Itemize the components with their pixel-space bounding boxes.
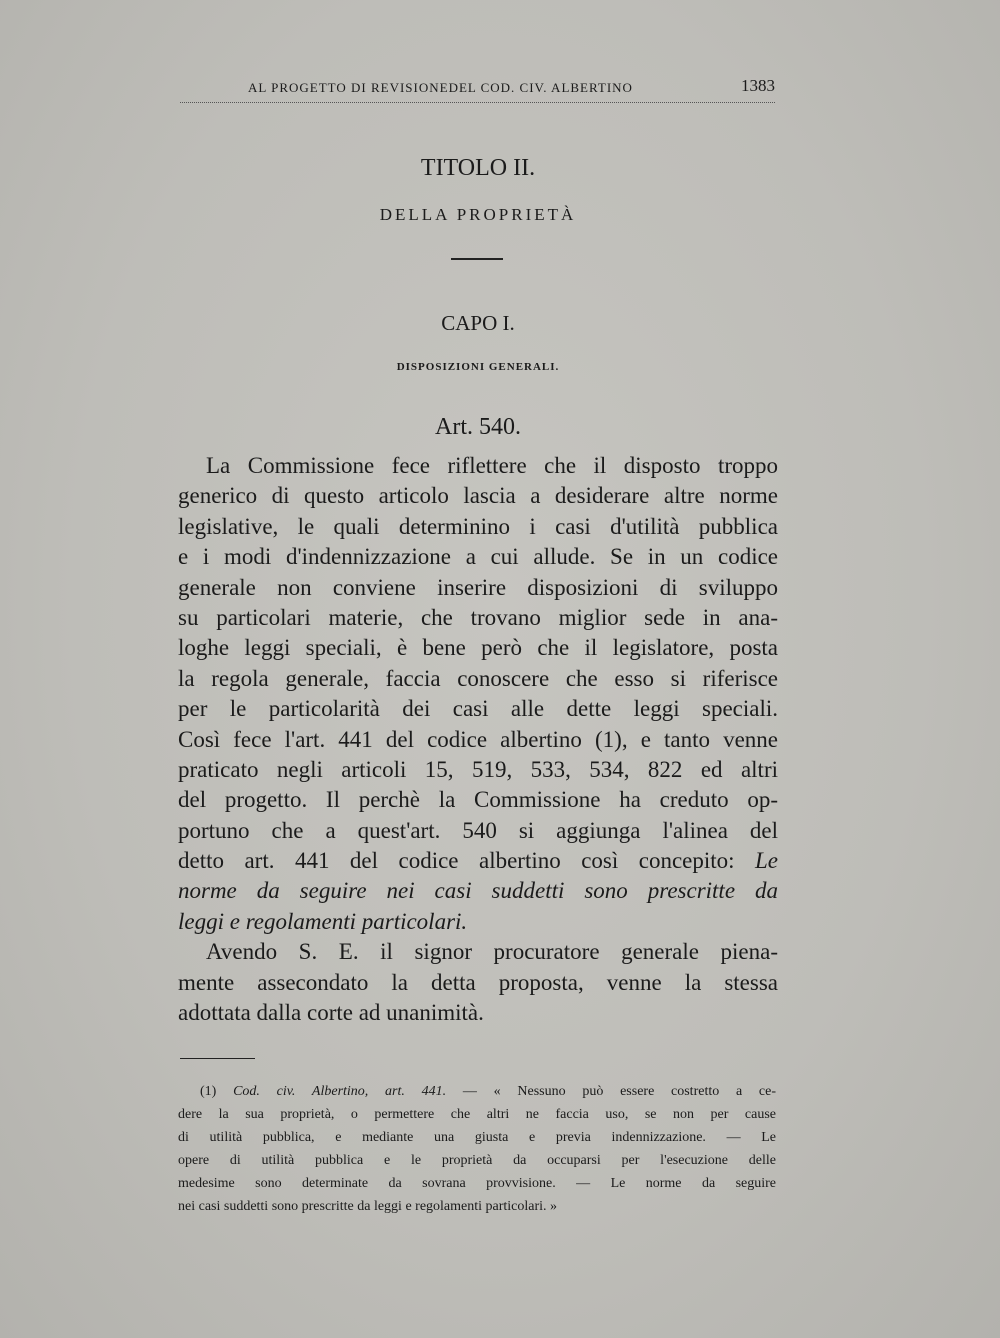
footnote-line: medesime sono determinate da sovrana provvisione. — Le norme da seguire xyxy=(178,1176,776,1191)
footnote-marker: (1) xyxy=(200,1084,217,1099)
body-line: Così fece l'art. 441 del codice albertino (1), e tanto venne xyxy=(178,726,778,752)
body-line: per le particolarità dei casi alle dette leggi speciali. xyxy=(178,696,778,722)
title-heading: TITOLO II. xyxy=(420,155,536,181)
body-line-mixed xyxy=(178,846,778,876)
footnote-citation: Cod. civ. Albertino, art. 441. xyxy=(233,1084,447,1099)
running-head xyxy=(180,78,775,100)
header-dotted-rule xyxy=(180,102,775,103)
body-line-italic-start: Le xyxy=(755,848,779,874)
footnote xyxy=(178,1080,776,1218)
body-line: adottata dalla corte ad unanimità. xyxy=(178,1000,484,1026)
chapter-heading: CAPO I. xyxy=(441,311,515,335)
title-subheading: DELLA PROPRIETÀ xyxy=(379,205,577,224)
body-line-text: detto art. 441 del codice albertino così concepito: xyxy=(178,848,735,874)
body-line: e i modi d'indennizzazione a cui allude. Se in un codice xyxy=(178,544,778,570)
body-line: la regola generale, faccia conoscere che esso si riferisce xyxy=(178,665,778,691)
body-line: generico di questo articolo lascia a desiderare altre norme xyxy=(178,483,778,509)
article-heading: Art. 540. xyxy=(435,414,521,440)
body-line: portuno che a quest'art. 540 si aggiunga l'alinea del xyxy=(178,817,778,843)
body-line-italic: norme da seguire nei casi suddetti sono prescritte da xyxy=(178,878,778,904)
running-title: AL PROGETTO DI REVISIONEDEL COD. CIV. ALBERTINO xyxy=(248,80,633,95)
body-line: mente assecondato la detta proposta, venne la stessa xyxy=(178,969,778,995)
section-divider xyxy=(451,258,503,260)
body-line: La Commissione fece riflettere che il disposto troppo xyxy=(206,453,778,478)
footnote-line: dere la sua proprietà, o permettere che altri ne faccia uso, se non per cause xyxy=(178,1107,776,1122)
page-number: 1383 xyxy=(741,76,775,95)
chapter-subheading: DISPOSIZIONI GENERALI. xyxy=(396,361,560,373)
footnote-line: opere di utilità pubblica e le proprietà da occuparsi per l'esecuzione delle xyxy=(178,1153,776,1168)
body-line: Avendo S. E. il signor procuratore generale piena- xyxy=(206,939,778,965)
body-line: loghe leggi speciali, è bene però che il legislatore, posta xyxy=(178,635,778,661)
footnote-rule xyxy=(180,1058,255,1059)
footnote-text: — « Nessuno può essere costretto a ce- xyxy=(462,1084,777,1099)
footnote-line-first xyxy=(178,1080,776,1103)
footnote-line: di utilità pubblica, e mediante una giusta e previa indennizzazione. — Le xyxy=(178,1130,776,1145)
body-line: generale non conviene inserire disposizioni di sviluppo xyxy=(178,574,778,600)
body-line: legislative, le quali determinino i casi d'utilità pubblica xyxy=(178,513,778,539)
body-text xyxy=(178,451,778,1028)
footnote-line: nei casi suddetti sono prescritte da leggi e regolamenti particolari. » xyxy=(178,1199,558,1214)
body-line-italic: leggi e regolamenti particolari. xyxy=(178,908,468,934)
body-line: del progetto. Il perchè la Commissione ha creduto op- xyxy=(178,787,778,813)
body-line: praticato negli articoli 15, 519, 533, 534, 822 ed altri xyxy=(178,756,778,782)
body-line: su particolari materie, che trovano miglior sede in ana- xyxy=(178,604,778,630)
